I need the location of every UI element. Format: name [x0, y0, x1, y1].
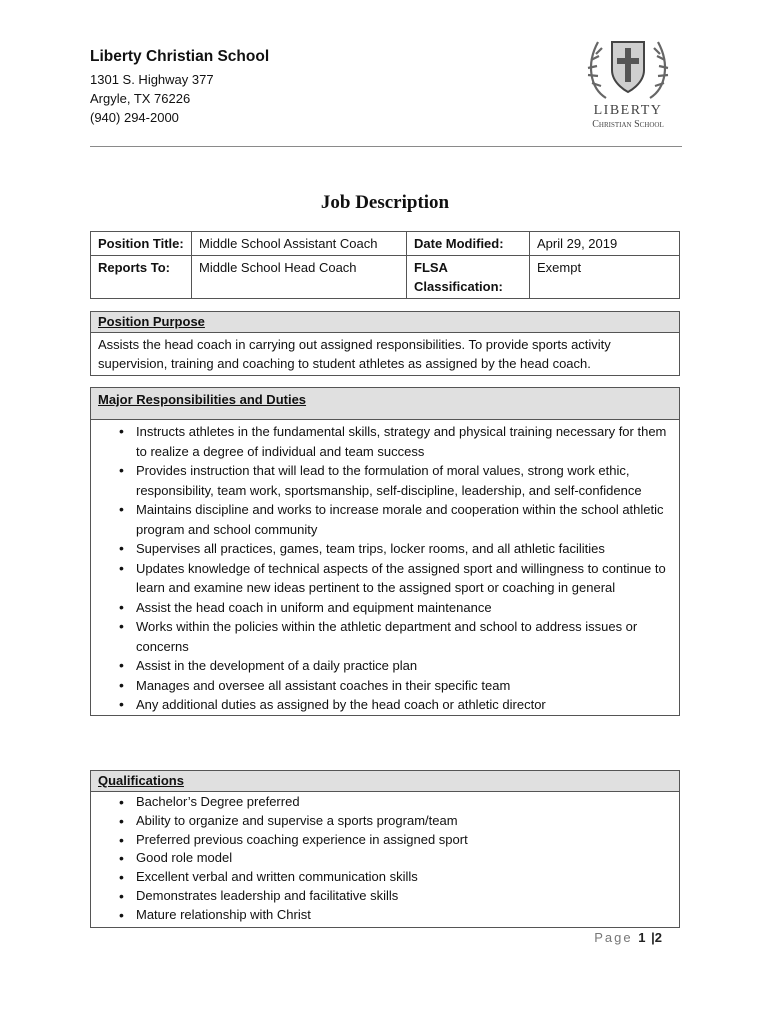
list-item: • Provides instruction that will lead to the formulation of moral values, strong work ethic, responsibility, team work, sportsmanship, self-discipline, leadership, and self-confidence — [91, 461, 679, 500]
section-heading: Position Purpose — [91, 312, 679, 333]
list-item: • Demonstrates leadership and facilitative skills — [91, 887, 679, 906]
document-title: Job Description — [320, 192, 450, 213]
duties-section — [90, 387, 680, 716]
list-item: • Works within the policies within the athletic department and school to address issues or concerns — [91, 617, 679, 656]
section-heading: Qualifications — [91, 771, 679, 792]
list-item: • Assist in the development of a daily practice plan — [91, 656, 679, 676]
duties-list — [91, 420, 679, 715]
position-title-label: Position Title: — [91, 232, 192, 256]
address-line-2: Argyle, TX 76226 — [90, 91, 191, 106]
table-row — [91, 256, 680, 299]
list-item: • Any additional duties as assigned by the head coach or athletic director — [91, 695, 679, 715]
list-item: • Ability to organize and supervise a sports program/team — [91, 812, 679, 831]
list-item: • Mature relationship with Christ — [91, 906, 679, 925]
letterhead — [90, 48, 680, 148]
qualifications-section — [90, 770, 680, 928]
list-item: • Supervises all practices, games, team trips, locker rooms, and all athletic facilities — [91, 539, 679, 559]
flsa-value: Exempt — [530, 256, 680, 299]
list-item: • Maintains discipline and works to increase morale and cooperation within the school athletic program and school community — [91, 500, 679, 539]
position-purpose-section — [90, 311, 680, 376]
list-item: • Manages and oversee all assistant coaches in their specific team — [91, 676, 679, 696]
school-name: Liberty Christian School — [90, 48, 270, 65]
date-modified-label: Date Modified: — [407, 232, 530, 256]
list-item: • Good role model — [91, 849, 679, 868]
logo-word-liberty: LIBERTY — [593, 103, 663, 118]
page-number: 1 — [638, 930, 646, 945]
page-separator: | — [651, 930, 655, 945]
table-row — [91, 232, 680, 256]
phone-number: (940) 294-2000 — [90, 110, 179, 125]
qualifications-list — [91, 792, 679, 927]
page-total: 2 — [654, 930, 662, 945]
section-heading: Major Responsibilities and Duties — [91, 388, 679, 420]
list-item: • Updates knowledge of technical aspects of the assigned sport and willingness to continue to learn and examine new ideas pertinent to the assigned sport or coaching in general — [91, 559, 679, 598]
list-item: • Bachelor’s Degree preferred — [91, 793, 679, 812]
position-title-value: Middle School Assistant Coach — [192, 232, 407, 256]
shield-cross-icon — [612, 42, 644, 92]
list-item: • Assist the head coach in uniform and equipment maintenance — [91, 598, 679, 618]
page-footer — [594, 930, 662, 945]
position-purpose-text: Assists the head coach in carrying out assigned responsibilities. To provide sports activity supervision, training and coaching to student athletes as assigned by the head coach. — [98, 337, 611, 371]
reports-to-value: Middle School Head Coach — [192, 256, 407, 299]
position-info-table — [90, 231, 680, 299]
list-item: • Preferred previous coaching experience in assigned sport — [91, 831, 679, 850]
logo-word-christian-school: Christian School — [592, 119, 664, 130]
date-modified-value: April 29, 2019 — [530, 232, 680, 256]
flsa-label: FLSA Classification: — [407, 256, 530, 299]
page-word: Page — [594, 930, 633, 945]
list-item: • Instructs athletes in the fundamental skills, strategy and physical training necessary for them to realize a degree of individual and team success — [91, 422, 679, 461]
reports-to-label: Reports To: — [91, 256, 192, 299]
school-logo — [568, 26, 688, 136]
list-item: • Excellent verbal and written communication skills — [91, 868, 679, 887]
address-line-1: 1301 S. Highway 377 — [90, 72, 214, 87]
header-divider — [90, 146, 682, 147]
